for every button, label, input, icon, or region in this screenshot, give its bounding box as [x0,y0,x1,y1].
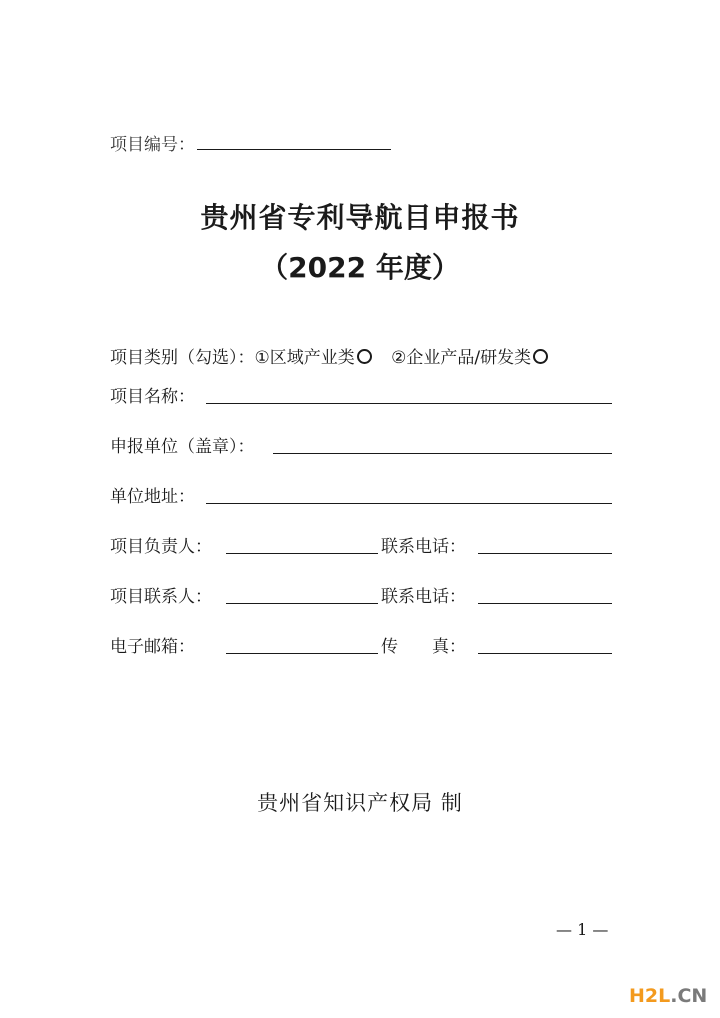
email-label: 电子邮箱： [110,637,195,657]
contact-phone-label: 联系电话： [381,587,466,607]
field-project-contact [110,582,612,608]
email-input[interactable] [226,652,378,654]
project-number-label: 项目编号： [110,135,195,155]
project-number-field[interactable] [197,148,391,150]
contact-phone-input[interactable] [478,602,612,604]
project-leader-input[interactable] [226,552,378,554]
applicant-unit-label: 申报单位（盖章）： [110,437,255,457]
field-project-leader [110,532,612,558]
checkbox-enterprise-icon[interactable] [533,349,548,364]
checkbox-regional-icon[interactable] [357,349,372,364]
project-name-label: 项目名称： [110,387,195,407]
project-leader-label: 项目负责人： [110,537,212,557]
unit-address-label: 单位地址： [110,487,195,507]
issuer-text: 贵州省知识产权局 制 [257,791,463,815]
field-email [110,632,612,658]
project-number-row [110,130,391,155]
project-contact-label: 项目联系人： [110,587,212,607]
category-row [110,343,548,368]
category-label: 项目类别（勾选）： [110,348,255,368]
fax-input[interactable] [478,652,612,654]
document-title: 贵州省专利导航目申报书 [200,201,520,234]
field-applicant-unit [110,432,612,458]
project-name-input[interactable] [206,402,612,404]
document-year: （2022 年度） [260,251,460,284]
category-option-regional: ①区域产业类 [254,348,355,368]
watermark-part1: H2L [629,985,671,1007]
field-project-name [110,382,612,408]
unit-address-input[interactable] [206,502,612,504]
fax-label: 传 真： [381,637,466,657]
field-unit-address [110,482,612,508]
site-watermark [629,985,707,1007]
applicant-unit-input[interactable] [273,452,612,454]
page-number: — 1 — [556,920,609,939]
project-contact-input[interactable] [226,602,378,604]
watermark-part2: .CN [670,985,708,1007]
leader-phone-input[interactable] [478,552,612,554]
leader-phone-label: 联系电话： [381,537,466,557]
category-option-enterprise: ②企业产品/研发类 [391,348,532,368]
